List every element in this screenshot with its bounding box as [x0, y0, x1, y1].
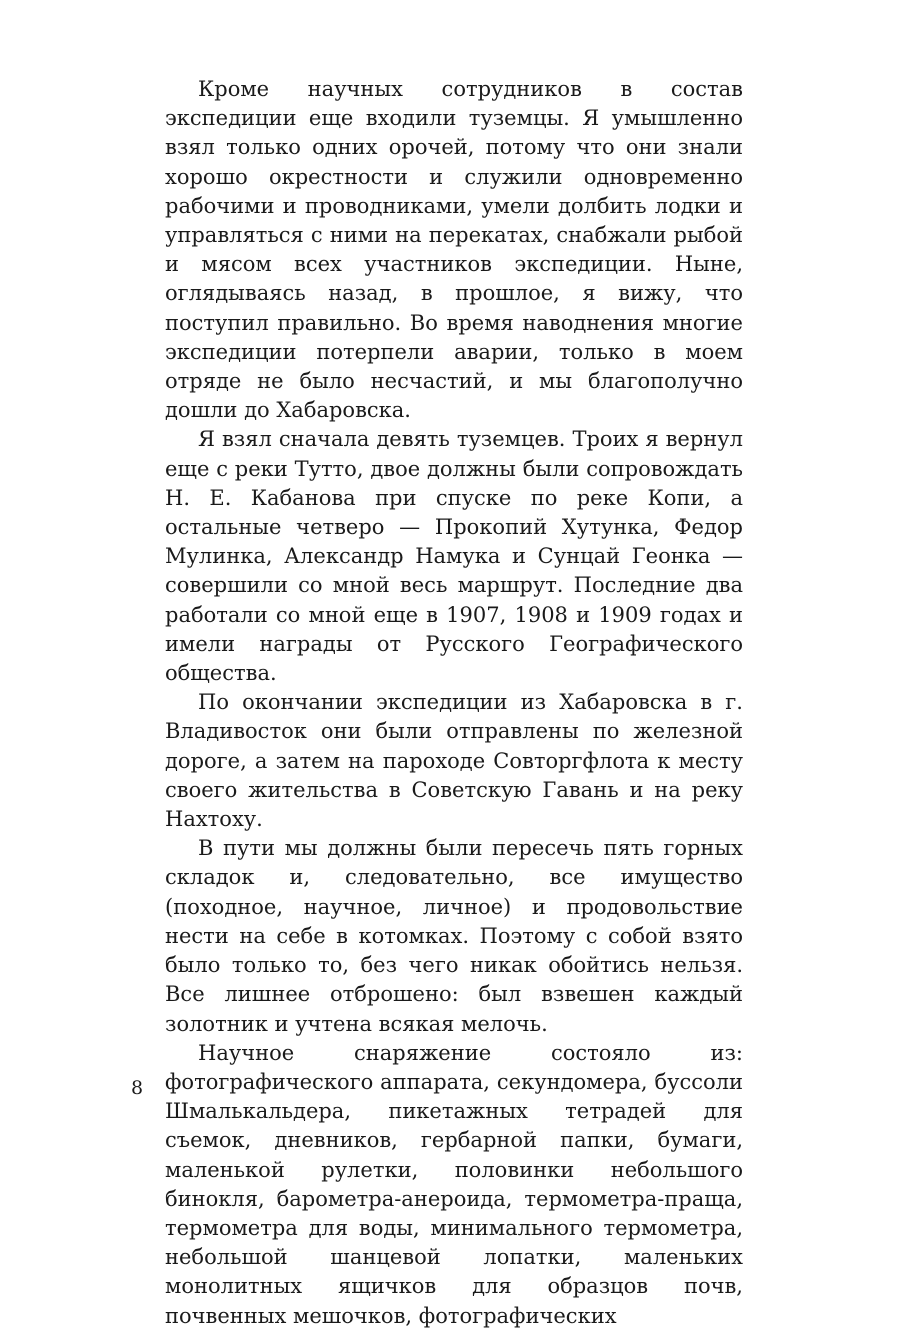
paragraph-4: В пути мы должны были пересечь пять горных складок и, следовательно, все имущество (походное, научное, личное) и продовольствие нести на себе в котомках. Поэтому с собой взято было только то, без чего никак обойтись нельзя. Все лишнее отброшено: был взвешен каждый золотник и учтена всякая мелочь. [165, 836, 743, 1036]
body-text [165, 75, 743, 1331]
paragraph-1: Кроме научных сотрудников в состав экспедиции еще входили туземцы. Я умышленно взял только одних орочей, потому что они знали хорошо окрестности и служили одновременно рабочими и проводниками, умели долбить лодки и управляться с ними на перекатах, снабжали рыбой и мясом всех участников экспедиции. Ныне, оглядываясь назад, в прошлое, я вижу, что поступил правильно. Во время наводнения многие экспедиции потерпели аварии, только в моем отряде не было несчастий, и мы благополучно дошли до Хабаровска. [165, 77, 743, 423]
paragraph-2: Я взял сначала девять туземцев. Троих я вернул еще с реки Тутто, двое должны были сопровождать Н. Е. Кабанова при спуске по реке Копи, а остальные четверо — Прокопий Хутунка, Федор Мулинка, Александр Намука и Сунцай Геонка — совершили со мной весь маршрут. Последние два работали со мной еще в 1907, 1908 и 1909 годах и имели награды от Русского Географического общества. [165, 427, 743, 686]
paragraph-5: Научное снаряжение состояло из: фотографического аппарата, секундомера, буссоли Шмалькальдера, пикетажных тетрадей для съемок, дневников, гербарной папки, бумаги, маленькой рулетки, половинки небольшого бинокля, барометра-анероида, термометра-праща, термометра для воды, минимального термометра, небольшой шанцевой лопатки, маленьких монолитных ящичков для образцов почв, почвенных мешочков, фотографических [165, 1040, 743, 1328]
paragraph-3: По окончании экспедиции из Хабаровска в г. Владивосток они были отправлены по железной дороге, а затем на пароходе Совторгфлота к месту своего жительства в Советскую Гавань и на реку Нахтоху. [165, 690, 743, 832]
page-number: 8 [131, 1077, 144, 1099]
